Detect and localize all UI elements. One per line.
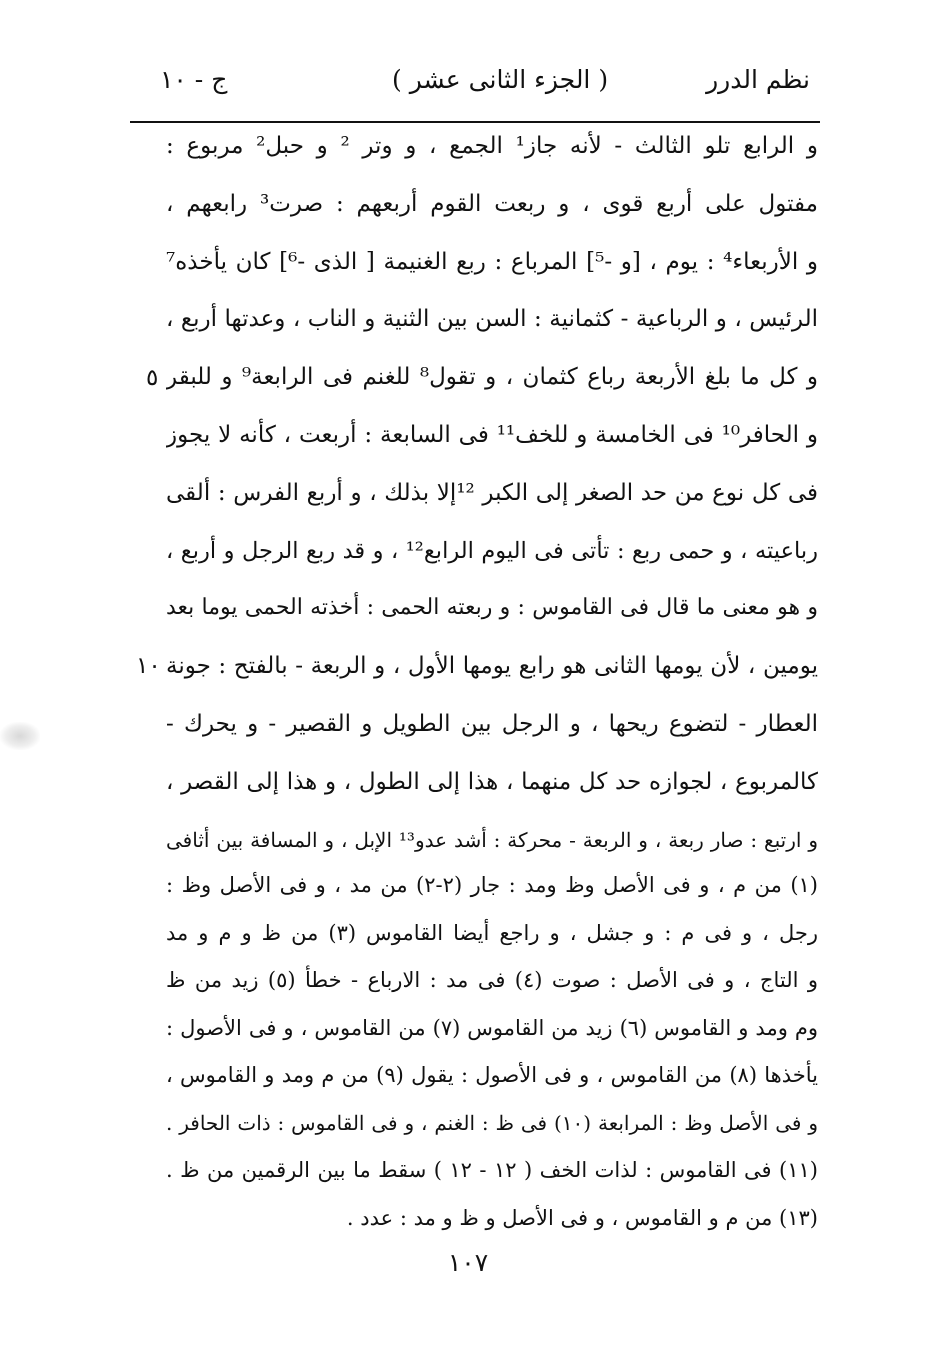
text-line: و كل ما بلغ الأربعة رباع كثمان ، و تقول⁸ للغنم فى الرابعة⁹ و للبقر: [166, 364, 818, 391]
footnote-line: (١٣) من م و القاموس ، و فى الأصل و ظ و مد : عدد .: [346, 1205, 818, 1230]
text-line: رباعيته ، و حمى ربع : تأتى فى اليوم الرابع¹² ، و قد ربع الرجل و أربع ،: [166, 537, 818, 564]
footnote-line: (١١) فى القاموس : لذات الخف ( ١٢ - ١٢ ) سقط ما بين الرقمين من ظ .: [166, 1158, 818, 1182]
running-header-book-title: نظم الدرر: [706, 65, 810, 94]
text-line: و الرابع تلو الثالث - لأنه جاز¹ الجمع ، و وتر ² و حبل² مربوع :: [166, 133, 818, 159]
footnote-line: يأخذها (٨) من القاموس ، و فى الأصول : يقول (٩) من م ومد و القاموس ،: [166, 1063, 818, 1087]
text-line: و الأربعاء⁴ : يوم ، [و -⁵] المرباع : ربع الغنيمة [ الذى -⁶] كان يأخذه⁷: [166, 248, 818, 275]
margin-line-number: ٥: [146, 365, 159, 391]
page-number: ١٠٧: [447, 1248, 489, 1277]
text-line: و ارتبع : صار ربعة ، و الربعة - محركة : أشد عدو¹³ الإبل ، و المسافة بين أثافى: [166, 827, 818, 852]
footnote-line: (١) من م ، و فى الأصل وظ ومد : جار (٢-٢) من مد ، و فى الأصل وظ :: [166, 873, 818, 897]
footnote-line: وم ومد و القاموس (٦) زيد من القاموس (٧) من القاموس ، و فى الأصول :: [166, 1015, 818, 1040]
footnote-line: و التاج ، و فى الأصل : صوت (٤) فى مد : الارباع - خطأ (٥) زيد من ظ: [166, 968, 818, 992]
running-header-part: ( الجزء الثانى عشر ): [392, 65, 609, 94]
text-line: و هو معنى ما قال فى القاموس : و ربعته الحمى : أخذته الحمى يوما بعد: [166, 595, 818, 621]
text-line: مفتول على أربع قوى ، و ربعت القوم أربعهم : صرت³ رابعهم ،: [166, 190, 818, 217]
text-line: فى كل نوع من حد الصغر إلى الكبر ¹²إلا بذلك ، و أربع الفرس : ألقى: [166, 479, 818, 506]
text-line: كالمربوع ، لجوازه حد كل منهما ، هذا إلى الطول ، و هذا إلى القصر ،: [166, 768, 818, 795]
text-line: العطار - لتضوع ريحها ، و الرجل بين الطويل و القصير - و يحرك -: [166, 711, 818, 737]
scan-smudge: [0, 722, 40, 750]
text-line: و الحافر¹⁰ فى الخامسة و للخف¹¹ فى السابعة : أربعت ، كأنه لا يجوز: [166, 422, 818, 448]
text-line: يومين ، لأن يومها الثانى هو رابع يومها الأول ، و الربعة - بالفتح : جونة: [166, 653, 818, 680]
header-rule: [130, 121, 820, 123]
margin-line-number: ١٠: [136, 653, 161, 679]
text-line: الرئيس ، و الرباعية - كثمانية : السن بين الثنية و الناب ، وعدتها أربع ،: [166, 306, 818, 333]
running-header-volume: ج - ١٠: [160, 65, 228, 94]
footnote-line: رجل ، و فى م : و جشل ، و راجع أيضا القاموس (٣) من ظ و م و مد: [166, 920, 818, 945]
footnote-line: و فى الأصل وظ : المرابعة (١٠) فى ظ : الغنم ، و فى القاموس : ذات الحافر .: [166, 1110, 818, 1135]
